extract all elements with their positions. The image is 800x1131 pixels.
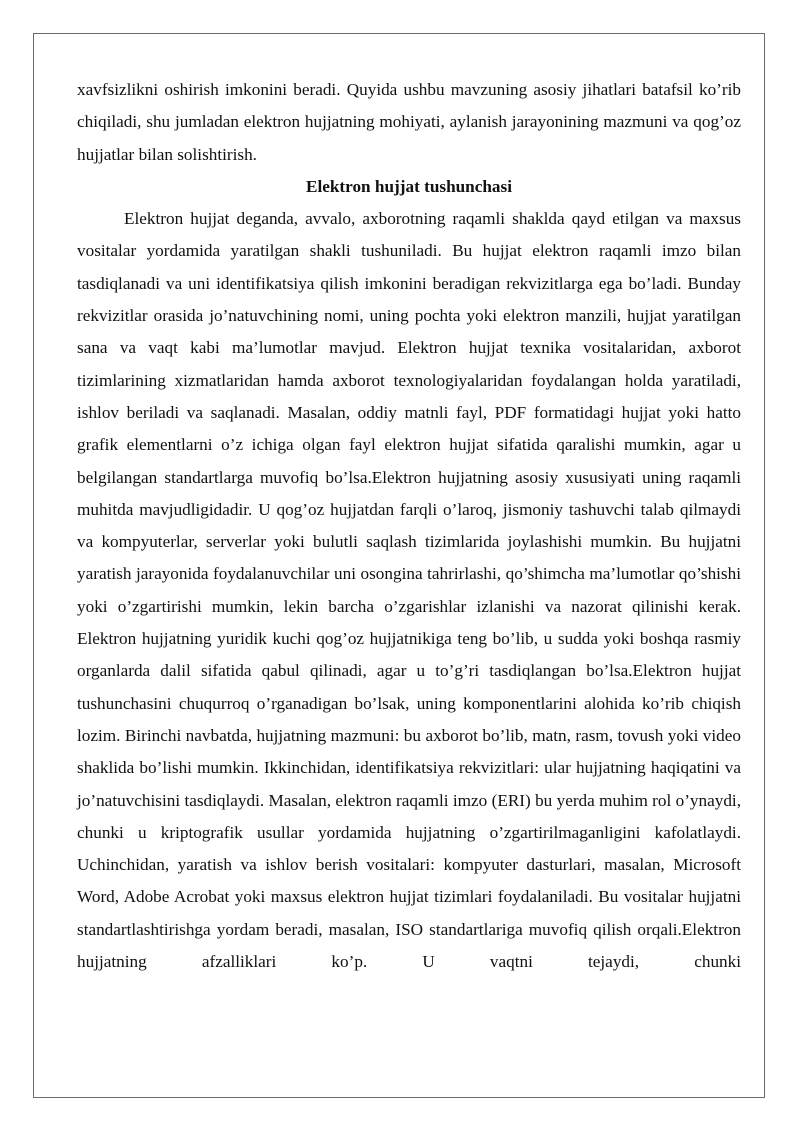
- section-heading: Elektron hujjat tushunchasi: [306, 176, 512, 196]
- intro-paragraph: xavfsizlikni oshirish imkonini beradi. Quyida ushbu mavzuning asosiy jihatlari batafsil ko’rib chiqiladi, shu jumladan elektron hujjatning mohiyati, aylanish jarayonining mazmuni va qog’oz hujjatlar bilan solishtirish.: [77, 80, 741, 164]
- document-body: [77, 74, 741, 978]
- body-paragraph: Elektron hujjat deganda, avvalo, axborotning raqamli shaklda qayd etilgan va maxsus vositalar yordamida yaratilgan shakli tushuniladi. Bu hujjat elektron raqamli imzo bilan tasdiqlanadi va uni identifikatsiya qilish imkonini beradigan rekvizitlarga ega bo’ladi. Bunday rekvizitlar orasida jo’natuvchining nomi, uning pochta yoki elektron manzili, hujjat yaratilgan sana va vaqt kabi ma’lumotlar mavjud. Elektron hujjat texnika vositalaridan, axborot tizimlarining xizmatlaridan hamda axborot texnologiyalaridan foydalangan holda yaratiladi, ishlov beriladi va saqlanadi. Masalan, oddiy matnli fayl, PDF formatidagi hujjat yoki hatto grafik elementlarni o’z ichiga olgan fayl elektron hujjat sifatida qaralishi mumkin, agar u belgilangan standartlarga muvofiq bo’lsa.Elektron hujjatning asosiy xususiyati uning raqamli muhitda mavjudligidadir. U qog’oz hujjatdan farqli o’laroq, jismoniy tashuvchi talab qilmaydi va kompyuterlar, serverlar yoki bulutli saqlash tizimlarida joylashishi mumkin. Bu hujjatni yaratish jarayonida foydalanuvchilar uni osongina tahrirlashi, qo’shimcha ma’lumotlar qo’shishi yoki o’zgartirishi mumkin, lekin barcha o’zgarishlar izlanishi va nazorat qilinishi kerak. Elektron hujjatning yuridik kuchi qog’oz hujjatnikiga teng bo’lib, u sudda yoki boshqa rasmiy organlarda dalil sifatida qabul qilinadi, agar u to’g’ri tasdiqlangan bo’lsa.Elektron hujjat tushunchasini chuqurroq o’rganadigan bo’lsak, uning komponentlarini alohida ko’rib chiqish lozim. Birinchi navbatda, hujjatning mazmuni: bu axborot bo’lib, matn, rasm, tovush yoki video shaklida bo’lishi mumkin. Ikkinchidan, identifikatsiya rekvizitlari: ular hujjatning haqiqatini va jo’natuvchisini tasdiqlaydi. Masalan, elektron raqamli imzo (ERI) bu yerda muhim rol o’ynaydi, chunki u kriptografik usullar yordamida hujjatning o’zgartirilmaganligini kafolatlaydi. Uchinchidan, yaratish va ishlov berish vositalari: kompyuter dasturlari, masalan, Microsoft Word, Adobe Acrobat yoki maxsus elektron hujjat tizimlari foydalaniladi. Bu vositalar hujjatni standartlashtirishga yordam beradi, masalan, ISO standartlariga muvofiq qilish orqali.Elektron hujjatning afzalliklari ko’p. U vaqtni tejaydi, chunki: [77, 209, 741, 972]
